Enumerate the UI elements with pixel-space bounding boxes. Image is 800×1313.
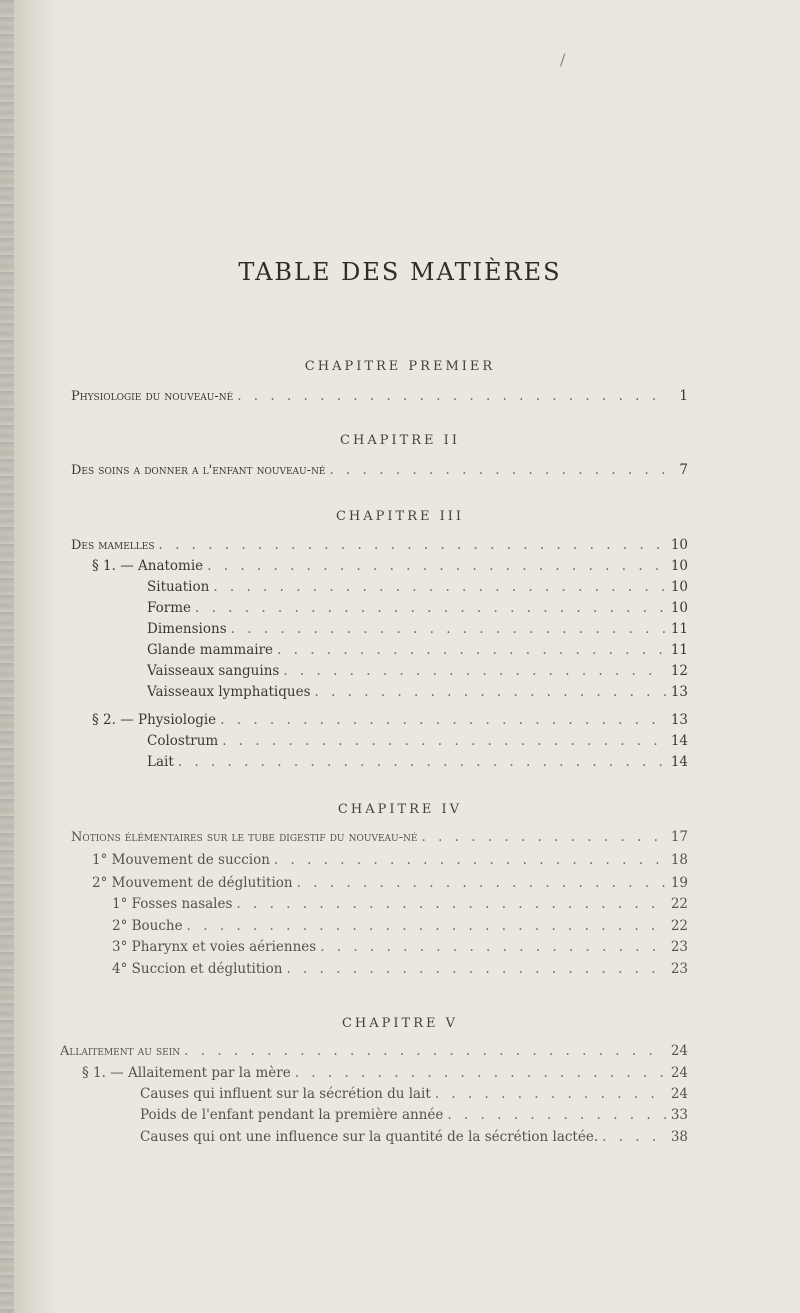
toc-entry[interactable] (140, 1105, 688, 1125)
dot-leader (195, 598, 666, 618)
entry-page: 10 (670, 558, 688, 574)
dot-leader (283, 661, 666, 681)
entry-page: 22 (670, 918, 688, 934)
entry-label: 2° Mouvement de déglutition (92, 875, 293, 891)
toc-entry[interactable] (140, 1084, 688, 1104)
toc-entry[interactable] (147, 598, 688, 618)
toc-entry[interactable] (71, 827, 688, 848)
entry-label: 4° Succion et déglutition (112, 961, 283, 977)
entry-label: Lait (147, 754, 174, 770)
entry-page: 14 (670, 733, 688, 749)
chapter-1-heading: CHAPITRE PREMIER (304, 359, 496, 374)
dot-leader (213, 577, 666, 597)
dot-leader (222, 731, 666, 751)
entry-label: Poids de l'enfant pendant la première année (140, 1107, 444, 1123)
entry-label: § 1. — Allaitement par la mère (82, 1065, 291, 1081)
toc-entry[interactable] (71, 386, 688, 407)
entry-page: 1 (679, 388, 688, 404)
entry-label: 1° Mouvement de succion (92, 852, 270, 868)
toc-entry[interactable] (92, 556, 688, 576)
entry-page: 23 (670, 961, 688, 977)
entry-page: 17 (670, 829, 688, 845)
dot-leader (231, 619, 666, 639)
toc-entry[interactable] (147, 731, 688, 751)
entry-page: 11 (670, 642, 688, 658)
dot-leader (158, 535, 666, 555)
page-title: TABLE DES MATIÈRES (238, 258, 562, 286)
toc-entry[interactable] (140, 1127, 688, 1147)
entry-label: 2° Bouche (112, 918, 183, 934)
dot-leader (236, 894, 666, 914)
dot-leader (237, 386, 666, 406)
chapter-3-heading: CHAPITRE III (335, 509, 465, 524)
chapter-5-heading: CHAPITRE V (341, 1016, 459, 1031)
entry-page: 7 (679, 462, 688, 478)
pencil-mark: / (560, 50, 566, 69)
entry-label: Situation (147, 579, 210, 595)
toc-entry[interactable] (147, 661, 688, 681)
entry-label: Notions élémentaires sur le tube digestif du nouveau-né (71, 830, 418, 845)
entry-label: Des soins a donner a l'enfant nouveau-né (71, 463, 326, 478)
toc-entry[interactable] (112, 916, 688, 936)
entry-page: 23 (670, 939, 688, 955)
dot-leader (274, 850, 666, 870)
entry-page: 13 (670, 684, 688, 700)
toc-entry[interactable] (92, 873, 688, 893)
dot-leader (329, 460, 666, 480)
toc-entry[interactable] (112, 937, 688, 957)
toc-entry[interactable] (92, 850, 688, 870)
entry-page: 24 (670, 1086, 688, 1102)
dot-leader (295, 1063, 666, 1083)
dot-leader (435, 1084, 666, 1104)
entry-page: 38 (670, 1129, 688, 1145)
entry-label: § 2. — Physiologie (92, 712, 217, 728)
dot-leader (277, 640, 666, 660)
chapter-4-heading: CHAPITRE IV (337, 802, 463, 817)
dot-leader (421, 827, 666, 847)
entry-page: 10 (670, 537, 688, 553)
entry-page: 18 (670, 852, 688, 868)
entry-page: 10 (670, 600, 688, 616)
toc-entry[interactable] (147, 752, 688, 772)
entry-label: Physiologie du nouveau-né (71, 389, 234, 404)
dot-leader (286, 959, 666, 979)
toc-entry[interactable] (147, 682, 688, 702)
entry-label: Colostrum (147, 733, 219, 749)
dot-leader (320, 937, 666, 957)
dot-leader (447, 1105, 666, 1125)
entry-label: § 1. — Anatomie (92, 558, 204, 574)
entry-page: 14 (670, 754, 688, 770)
entry-page: 24 (670, 1065, 688, 1081)
entry-page: 12 (670, 663, 688, 679)
toc-entry[interactable] (82, 1063, 688, 1083)
dot-leader (220, 710, 666, 730)
entry-label: 1° Fosses nasales (112, 896, 233, 912)
toc-entry[interactable] (71, 460, 688, 481)
toc-entry[interactable] (147, 577, 688, 597)
toc-entry[interactable] (112, 959, 688, 979)
entry-page: 11 (670, 621, 688, 637)
entry-label: Allaitement au sein (60, 1044, 181, 1059)
entry-label: Dimensions (147, 621, 227, 637)
toc-entry[interactable] (71, 535, 688, 556)
toc-entry[interactable] (60, 1041, 688, 1062)
entry-label: Vaisseaux sanguins (147, 663, 280, 679)
entry-page: 10 (670, 579, 688, 595)
entry-label: Vaisseaux lymphatiques (147, 684, 311, 700)
entry-label: Des mamelles (71, 538, 155, 553)
entry-page: 13 (670, 712, 688, 728)
dot-leader (602, 1127, 666, 1147)
dot-leader (297, 873, 666, 893)
dot-leader (187, 916, 666, 936)
entry-page: 19 (670, 875, 688, 891)
entry-label: Forme (147, 600, 192, 616)
entry-label: Causes qui ont une influence sur la quantité de la sécrétion lactée. (140, 1129, 599, 1145)
chapter-2-heading: CHAPITRE II (340, 433, 460, 448)
entry-page: 24 (670, 1043, 688, 1059)
toc-entry[interactable] (147, 619, 688, 639)
entry-label: 3° Pharynx et voies aériennes (112, 939, 317, 955)
toc-entry[interactable] (147, 640, 688, 660)
dot-leader (184, 1041, 666, 1061)
dot-leader (178, 752, 666, 772)
book-gutter-shadow (0, 0, 60, 1313)
toc-entry[interactable] (112, 894, 688, 914)
dot-leader (315, 682, 667, 702)
entry-label: Causes qui influent sur la sécrétion du lait (140, 1086, 431, 1102)
entry-page: 22 (670, 896, 688, 912)
entry-label: Glande mammaire (147, 642, 274, 658)
entry-page: 33 (670, 1107, 688, 1123)
toc-entry[interactable] (92, 710, 688, 730)
dot-leader (207, 556, 666, 576)
